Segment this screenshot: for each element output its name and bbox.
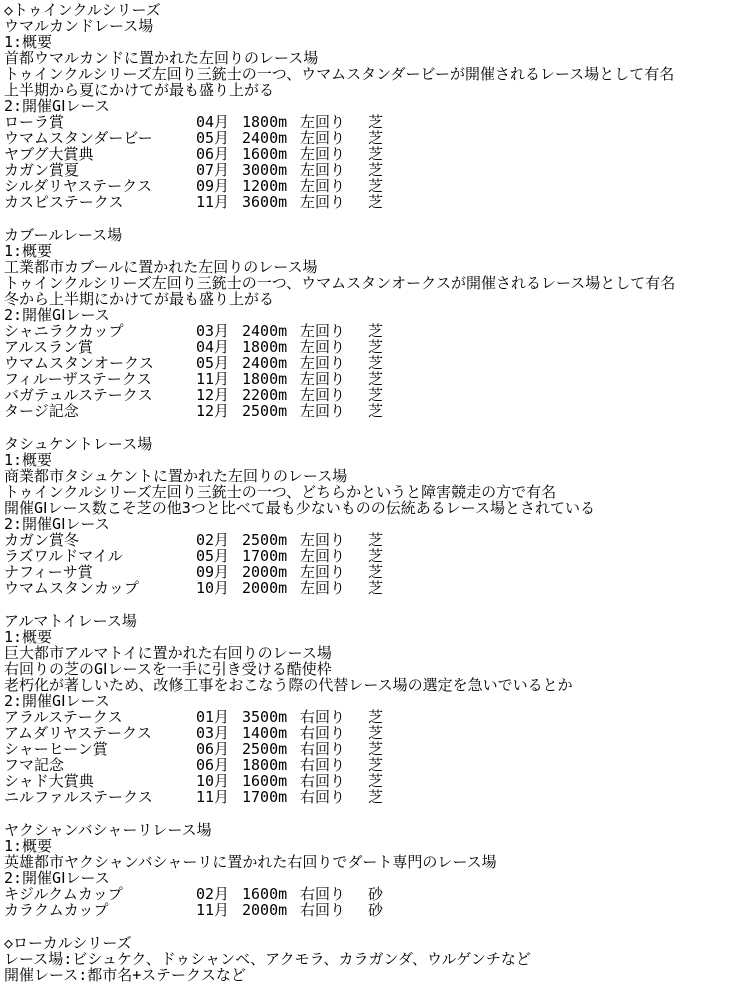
race-name: カラクムカップ — [4, 902, 109, 918]
race-direction: 左回り — [300, 178, 346, 194]
race-distance: 2500m — [242, 532, 288, 548]
race-name: ニルファルステークス — [4, 789, 153, 805]
race-direction: 右回り — [300, 902, 346, 918]
overview-line: トゥインクルシリーズ左回り三銃士の一つ、どちらかというと障害競走の方で有名 — [4, 484, 557, 500]
races-heading: 2:開催GⅠレース — [4, 870, 110, 886]
race-surface: 芝 — [368, 725, 384, 741]
race-distance: 1200m — [242, 178, 288, 194]
race-row — [4, 323, 730, 339]
race-surface: 芝 — [368, 709, 384, 725]
track-section-yakshanbashari — [4, 822, 730, 918]
race-distance: 1800m — [242, 757, 288, 773]
race-direction: 左回り — [300, 403, 346, 419]
race-direction: 左回り — [300, 548, 346, 564]
race-name: アルスラン賞 — [4, 339, 93, 355]
race-name: カスピステークス — [4, 194, 124, 210]
overview-heading: 1:概要 — [4, 34, 53, 50]
race-surface: 芝 — [368, 773, 384, 789]
race-month: 11月 — [196, 194, 230, 210]
race-row — [4, 709, 730, 725]
race-row — [4, 146, 730, 162]
race-distance: 1600m — [242, 146, 288, 162]
track-title: ヤクシャンバシャーリレース場 — [4, 822, 212, 838]
race-direction: 左回り — [300, 194, 346, 210]
race-direction: 左回り — [300, 146, 346, 162]
race-name: シャニラクカップ — [4, 323, 124, 339]
overview-line: 商業都市タシュケントに置かれた左回りのレース場 — [4, 468, 348, 484]
overview-line: 巨大都市アルマトイに置かれた右回りのレース場 — [4, 645, 332, 661]
race-month: 09月 — [196, 178, 230, 194]
race-direction: 左回り — [300, 564, 346, 580]
race-month: 06月 — [196, 757, 230, 773]
race-month: 04月 — [196, 114, 230, 130]
race-distance: 3000m — [242, 162, 288, 178]
blank-line — [4, 805, 730, 822]
race-direction: 右回り — [300, 709, 346, 725]
document-body — [4, 2, 730, 983]
race-distance: 2400m — [242, 355, 288, 371]
race-name: フマ記念 — [4, 757, 65, 773]
overview-heading: 1:概要 — [4, 629, 53, 645]
overview-line: 開催GⅠレース数こそ芝の他3つと比べて最も少ないものの伝統あるレース場とされている — [4, 500, 595, 516]
race-month: 02月 — [196, 532, 230, 548]
race-month: 07月 — [196, 162, 230, 178]
race-distance: 2400m — [242, 323, 288, 339]
race-distance: 2200m — [242, 387, 288, 403]
track-title: アルマトイレース場 — [4, 613, 137, 629]
race-row — [4, 355, 730, 371]
race-distance: 1800m — [242, 371, 288, 387]
race-row — [4, 532, 730, 548]
races-heading: 2:開催GⅠレース — [4, 516, 110, 532]
race-direction: 左回り — [300, 323, 346, 339]
track-section-almaty — [4, 613, 730, 805]
race-name: ナフィーサ賞 — [4, 564, 93, 580]
race-month: 11月 — [196, 789, 230, 805]
race-row — [4, 725, 730, 741]
race-surface: 芝 — [368, 580, 384, 596]
race-row — [4, 741, 730, 757]
race-distance: 2500m — [242, 741, 288, 757]
race-row — [4, 162, 730, 178]
race-surface: 芝 — [368, 548, 384, 564]
race-direction: 左回り — [300, 532, 346, 548]
blank-line — [4, 419, 730, 436]
race-surface: 芝 — [368, 403, 384, 419]
race-month: 06月 — [196, 741, 230, 757]
race-direction: 左回り — [300, 162, 346, 178]
race-distance: 1600m — [242, 773, 288, 789]
race-distance: 2500m — [242, 403, 288, 419]
race-row — [4, 371, 730, 387]
race-distance: 2400m — [242, 130, 288, 146]
race-surface: 芝 — [368, 371, 384, 387]
blank-line — [4, 596, 730, 613]
race-surface: 芝 — [368, 564, 384, 580]
race-month: 05月 — [196, 130, 230, 146]
overview-heading: 1:概要 — [4, 243, 53, 259]
race-surface: 砂 — [368, 902, 384, 918]
race-month: 09月 — [196, 564, 230, 580]
race-distance: 1800m — [242, 114, 288, 130]
race-distance: 2000m — [242, 564, 288, 580]
track-section-umarkand — [4, 18, 730, 210]
race-surface: 芝 — [368, 532, 384, 548]
race-name: ローラ賞 — [4, 114, 65, 130]
race-surface: 芝 — [368, 323, 384, 339]
race-row — [4, 339, 730, 355]
blank-line — [4, 210, 730, 227]
track-title: カブールレース場 — [4, 227, 123, 243]
race-distance: 3600m — [242, 194, 288, 210]
race-month: 01月 — [196, 709, 230, 725]
race-row — [4, 548, 730, 564]
track-title: タシュケントレース場 — [4, 436, 153, 452]
overview-heading: 1:概要 — [4, 452, 53, 468]
race-direction: 右回り — [300, 725, 346, 741]
series-heading-twinkle: ◇トゥインクルシリーズ — [4, 2, 161, 18]
race-direction: 右回り — [300, 773, 346, 789]
series-section-local — [4, 935, 730, 983]
race-row — [4, 403, 730, 419]
race-row — [4, 114, 730, 130]
race-month: 10月 — [196, 773, 230, 789]
race-surface: 芝 — [368, 162, 384, 178]
race-row — [4, 886, 730, 902]
race-row — [4, 387, 730, 403]
race-name: バガテュルステークス — [4, 387, 153, 403]
overview-line: 工業都市カブールに置かれた左回りのレース場 — [4, 259, 318, 275]
local-venues-line: レース場:ビシュケク、ドゥシャンベ、アクモラ、カラガンダ、ウルゲンチなど — [4, 951, 531, 967]
race-surface: 芝 — [368, 789, 384, 805]
race-name: フィルーザステークス — [4, 371, 152, 387]
race-month: 03月 — [196, 725, 230, 741]
race-direction: 右回り — [300, 886, 346, 902]
races-heading: 2:開催GⅠレース — [4, 307, 110, 323]
race-row — [4, 564, 730, 580]
track-section-tashkent — [4, 436, 730, 596]
local-races-line: 開催レース:都市名+ステークスなど — [4, 967, 246, 983]
overview-line: トゥインクルシリーズ左回り三銃士の一つ、ウマムスタンダービーが開催されるレース場として有名 — [4, 66, 675, 82]
race-direction: 左回り — [300, 114, 346, 130]
race-distance: 1700m — [242, 789, 288, 805]
race-name: カガン賞夏 — [4, 162, 80, 178]
series-heading-local: ◇ローカルシリーズ — [4, 935, 132, 951]
race-name: カガン賞冬 — [4, 532, 80, 548]
race-distance: 2000m — [242, 580, 288, 596]
race-name: キジルクムカップ — [4, 886, 123, 902]
blank-line — [4, 918, 730, 935]
race-surface: 芝 — [368, 114, 384, 130]
overview-line: 老朽化が著しいため、改修工事をおこなう際の代替レース場の選定を急いでいるとか — [4, 677, 573, 693]
race-surface: 芝 — [368, 339, 384, 355]
race-name: シルダリヤステークス — [4, 178, 152, 194]
race-distance: 1700m — [242, 548, 288, 564]
track-title: ウマルカンドレース場 — [4, 18, 154, 34]
race-row — [4, 580, 730, 596]
race-distance: 3500m — [242, 709, 288, 725]
race-month: 10月 — [196, 580, 230, 596]
race-direction: 左回り — [300, 130, 346, 146]
race-month: 11月 — [196, 902, 230, 918]
overview-line: 上半期から夏にかけてが最も盛り上がる — [4, 82, 275, 98]
races-heading: 2:開催GⅠレース — [4, 98, 110, 114]
race-surface: 芝 — [368, 355, 384, 371]
race-row — [4, 178, 730, 194]
race-surface: 芝 — [368, 741, 384, 757]
race-month: 06月 — [196, 146, 230, 162]
race-row — [4, 130, 730, 146]
race-row — [4, 194, 730, 210]
race-name: ウマムスタンダービー — [4, 130, 153, 146]
race-direction: 左回り — [300, 387, 346, 403]
overview-line: 冬から上半期にかけてが最も盛り上がる — [4, 291, 275, 307]
race-distance: 1600m — [242, 886, 288, 902]
race-name: シャーヒーン賞 — [4, 741, 108, 757]
race-direction: 左回り — [300, 580, 346, 596]
race-name: タージ記念 — [4, 403, 79, 419]
race-surface: 芝 — [368, 757, 384, 773]
race-surface: 砂 — [368, 886, 384, 902]
races-heading: 2:開催GⅠレース — [4, 693, 110, 709]
overview-line: 首都ウマルカンドに置かれた左回りのレース場 — [4, 50, 319, 66]
race-direction: 左回り — [300, 355, 346, 371]
race-row — [4, 789, 730, 805]
race-direction: 右回り — [300, 789, 346, 805]
overview-line: トゥインクルシリーズ左回り三銃士の一つ、ウマムスタンオークスが開催されるレース場として有名 — [4, 275, 676, 291]
race-month: 04月 — [196, 339, 230, 355]
race-month: 02月 — [196, 886, 230, 902]
race-month: 03月 — [196, 323, 230, 339]
race-surface: 芝 — [368, 130, 384, 146]
race-month: 05月 — [196, 355, 230, 371]
race-direction: 右回り — [300, 741, 346, 757]
track-section-kabul — [4, 227, 730, 419]
race-surface: 芝 — [368, 387, 384, 403]
race-month: 05月 — [196, 548, 230, 564]
race-direction: 左回り — [300, 339, 346, 355]
overview-heading: 1:概要 — [4, 838, 53, 854]
race-name: ウマムスタンカップ — [4, 580, 139, 596]
race-surface: 芝 — [368, 194, 384, 210]
race-name: シャド大賞典 — [4, 773, 94, 789]
race-direction: 左回り — [300, 371, 346, 387]
race-name: アラルステークス — [4, 709, 123, 725]
race-name: アムダリヤステークス — [4, 725, 152, 741]
race-name: ヤブグ大賞典 — [4, 146, 94, 162]
race-distance: 1400m — [242, 725, 288, 741]
race-month: 12月 — [196, 403, 230, 419]
race-distance: 2000m — [242, 902, 288, 918]
race-row — [4, 902, 730, 918]
race-direction: 右回り — [300, 757, 346, 773]
race-surface: 芝 — [368, 146, 384, 162]
race-month: 12月 — [196, 387, 230, 403]
overview-line: 右回りの芝のGⅠレースを一手に引き受ける酷使枠 — [4, 661, 332, 677]
overview-line: 英雄都市ヤクシャンバシャーリに置かれた右回りでダート専門のレース場 — [4, 854, 497, 870]
race-month: 11月 — [196, 371, 230, 387]
race-row — [4, 773, 730, 789]
race-name: ラズワルドマイル — [4, 548, 123, 564]
race-surface: 芝 — [368, 178, 384, 194]
race-distance: 1800m — [242, 339, 288, 355]
race-row — [4, 757, 730, 773]
race-name: ウマムスタンオークス — [4, 355, 154, 371]
